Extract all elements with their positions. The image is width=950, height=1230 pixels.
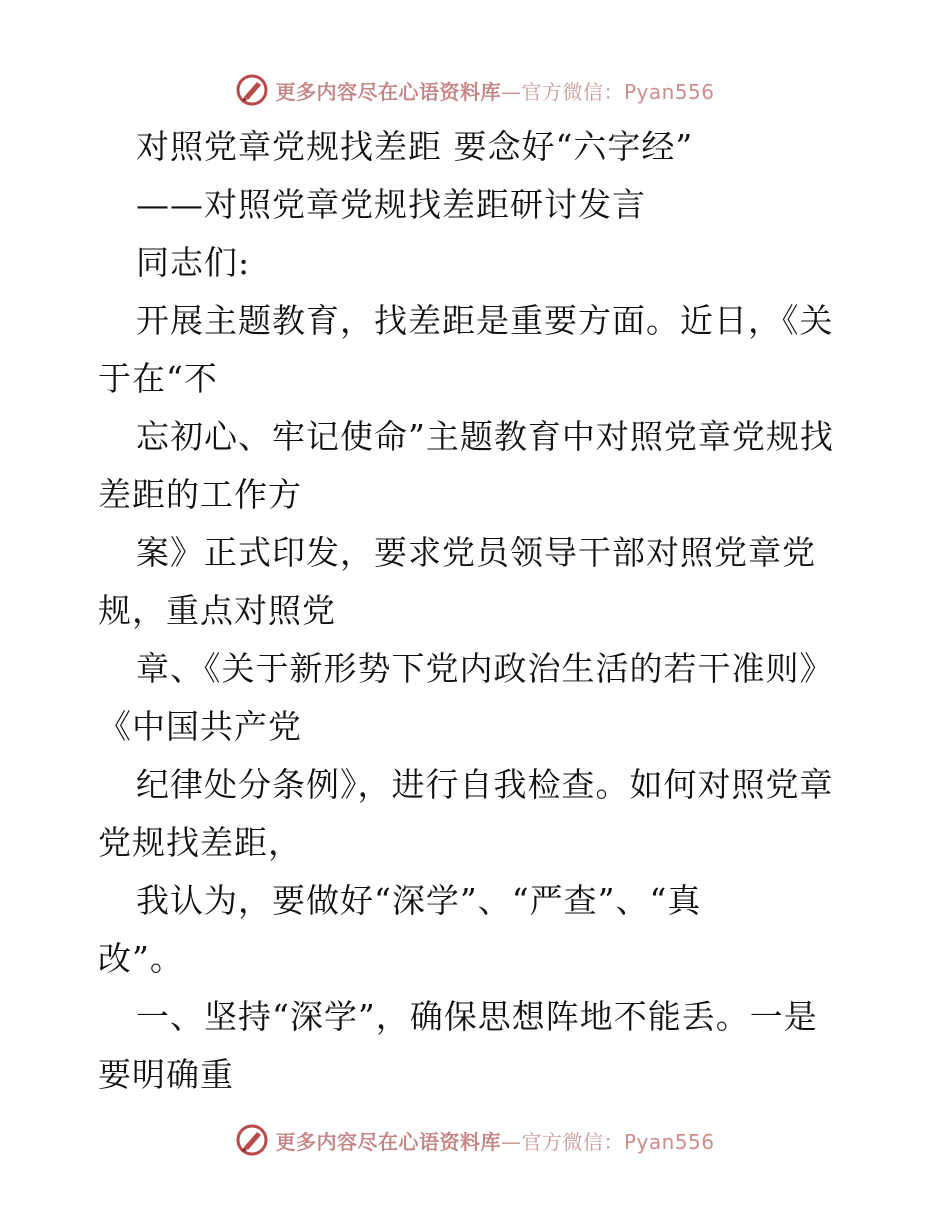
watermark-sub-text: —官方微信： [500, 1129, 624, 1154]
document-line: 规，重点对照党 [98, 591, 336, 630]
document-line: 党规找差距， [98, 823, 302, 862]
document-body [98, 118, 858, 1104]
document-line: 对照党章党规找差距 要念好“六字经” [136, 127, 694, 166]
watermark-text [275, 76, 714, 105]
document-line: 《中国共产党 [98, 707, 302, 746]
document-line: 章、《关于新形势下党内政治生活的若干准则》 [136, 649, 834, 688]
watermark-footer [0, 1120, 950, 1160]
document-line: 要明确重 [98, 1055, 234, 1094]
document-line: 同志们: [136, 243, 251, 282]
watermark-main-text: 更多内容尽在心语资料库 [275, 79, 501, 104]
pen-logo-icon [235, 73, 269, 107]
document-line: ——对照党章党规找差距研讨发言 [136, 185, 646, 224]
watermark-text [275, 1126, 714, 1155]
watermark-header [0, 70, 950, 110]
document-line: 于在“不 [98, 359, 218, 398]
document-line: 一、坚持“深学”，确保思想阵地不能丢。一是 [136, 997, 818, 1036]
watermark-wechat-id: Pyan556 [623, 1129, 715, 1154]
watermark-main-text: 更多内容尽在心语资料库 [275, 1129, 501, 1154]
document-line: 忘初心、牢记使命”主题教育中对照党章党规找 [136, 417, 834, 456]
document-line: 纪律处分条例》，进行自我检查。如何对照党章 [136, 765, 834, 804]
document-line: 我认为，要做好“深学”、“严查”、“真 [136, 881, 702, 920]
watermark-sub-text: —官方微信： [500, 79, 624, 104]
document-line: 差距的工作方 [98, 475, 302, 514]
watermark-wechat-id: Pyan556 [623, 79, 715, 104]
document-line: 开展主题教育，找差距是重要方面。近日，《关 [136, 301, 834, 340]
document-line: 案》正式印发，要求党员领导干部对照党章党 [136, 533, 816, 572]
pen-logo-icon [235, 1123, 269, 1157]
document-line: 改”。 [98, 939, 184, 978]
